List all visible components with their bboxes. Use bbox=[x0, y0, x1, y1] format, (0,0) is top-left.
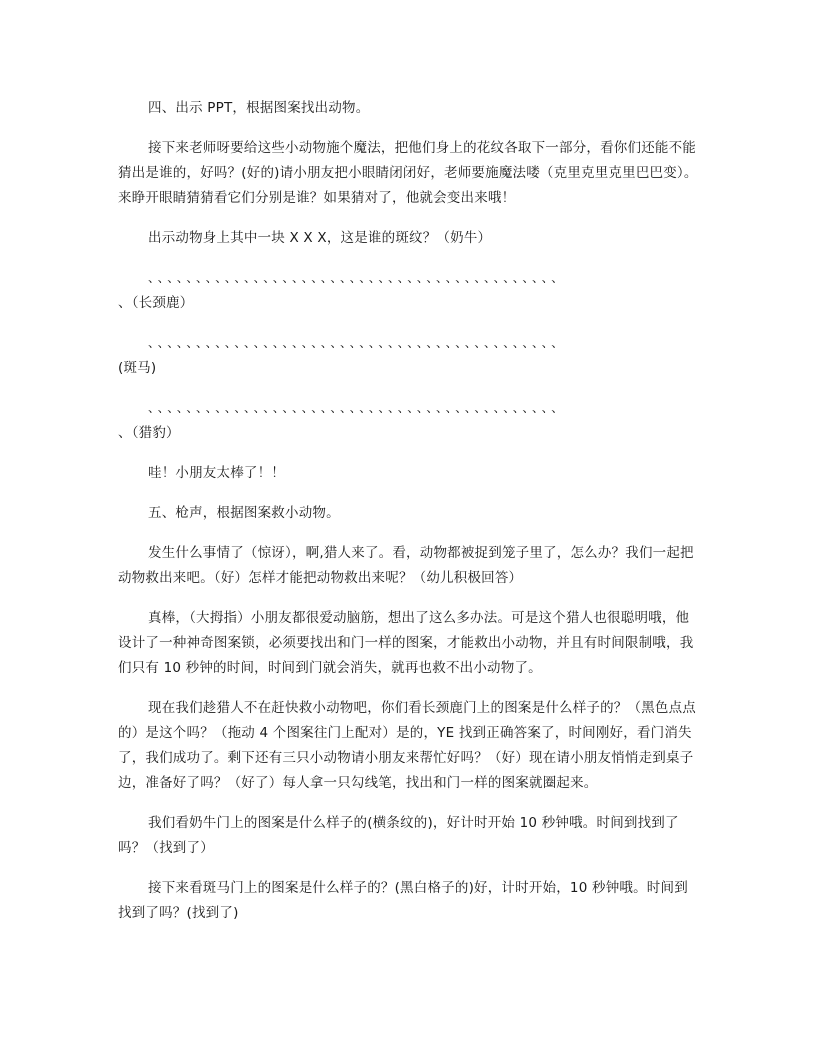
paragraph-cow-door: 我们看奶牛门上的图案是什么样子的(横条纹的)，好计时开始 10 秒钟哦。时间到找到了吗？（找到了） bbox=[118, 815, 679, 856]
paragraph-magic: 接下来老师呀要给这些小动物施个魔法，把他们身上的花纹各取下一部分，看你们还能不能猜出是谁的，好吗？(好的)请小朋友把小眼睛闭闭好，老师要施魔法喽（克里克里克里巴巴变）。来睁开眼睛猜猜看它们分别是谁？如果猜对了，他就会变出来哦！ bbox=[118, 140, 698, 206]
dotted-line: 、、、、、、、、、、、、、、、、、、、、、、、、、、、、、、、、、、、、、、、、、、、 bbox=[148, 271, 567, 285]
answer-cheetah: 、（猎豹） bbox=[118, 425, 180, 441]
paragraph-zebra-door: 接下来看斑马门上的图案是什么样子的？(黑白格子的)好，计时开始，10 秒钟哦。时间到找到了吗？(找到了) bbox=[118, 880, 688, 921]
dotted-line: 、、、、、、、、、、、、、、、、、、、、、、、、、、、、、、、、、、、、、、、、、、、 bbox=[148, 401, 567, 415]
section-four-heading: 四、出示 PPT，根据图案找出动物。 bbox=[148, 100, 370, 116]
answer-giraffe: 、（长颈鹿） bbox=[118, 295, 194, 311]
answer-zebra: (斑马) bbox=[118, 360, 157, 376]
paragraph-giraffe-door: 现在我们趁猎人不在赶快救小动物吧，你们看长颈鹿门上的图案是什么样子的？（黑色点点的）是这个吗？（拖动 4 个图案往门上配对）是的，YE 找到正确答案了，时间刚好，看门消失了，我们成功了。剩下还有三只小动物请小朋友来帮忙好吗？（好）现在请小朋友悄悄走到桌子边，准备好了吗？（好了）每人拿一只勾线笔，找出和门一样的图案就圈起来。 bbox=[118, 700, 696, 791]
paragraph-show-pattern: 出示动物身上其中一块 X X X，这是谁的斑纹？（奶牛） bbox=[148, 230, 492, 246]
dotted-line: 、、、、、、、、、、、、、、、、、、、、、、、、、、、、、、、、、、、、、、、、、、、 bbox=[148, 336, 567, 350]
paragraph-praise: 哇！小朋友太棒了！！ bbox=[148, 465, 285, 481]
paragraph-pattern-lock: 真棒，（大拇指）小朋友都很爱动脑筋，想出了这么多办法。可是这个猎人也很聪明哦，他设计了一种神奇图案锁，必须要找出和门一样的图案，才能救出小动物，并且有时间限制哦，我们只有 10 秒钟的时间，时间到门就会消失，就再也救不出小动物了。 bbox=[118, 610, 694, 676]
section-five-heading: 五、枪声，根据图案救小动物。 bbox=[148, 505, 340, 521]
document-body bbox=[118, 96, 698, 941]
paragraph-hunter: 发生什么事情了（惊讶），啊,猎人来了。看，动物都被捉到笼子里了，怎么办？我们一起把动物救出来吧。（好）怎样才能把动物救出来呢？（幼儿积极回答） bbox=[118, 545, 694, 586]
